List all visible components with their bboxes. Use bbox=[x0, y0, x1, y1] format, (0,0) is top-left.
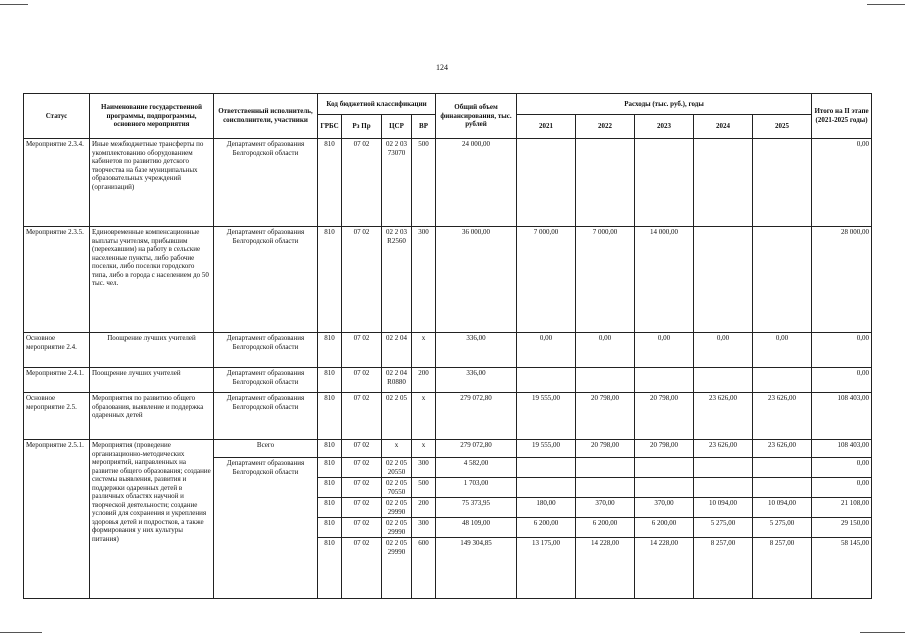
header-year: 2024 bbox=[694, 115, 753, 139]
cell-grbs: 810 bbox=[318, 368, 342, 393]
cell-total-label: Всего bbox=[214, 440, 318, 458]
cell-stage-total: 29 150,00 bbox=[812, 518, 872, 538]
cell-name: Единовременные компенсационные выплаты учителям, прибывшим (переехавшим) на работу в сельские населенные пункты, либо рабочие поселки, либо поселки городского типа, либо в города с населением до 50 тыс. чел. bbox=[90, 227, 214, 333]
cell-2023 bbox=[635, 368, 694, 393]
table-row bbox=[24, 333, 872, 368]
cell-2021 bbox=[517, 368, 576, 393]
cell-status: Основное мероприятие 2.5. bbox=[24, 393, 90, 440]
cell-executor: Департамент образования Белгородской области bbox=[214, 393, 318, 440]
cell-stage-total: 0,00 bbox=[812, 458, 872, 478]
financing-table bbox=[23, 93, 872, 599]
cell-2022: 370,00 bbox=[576, 498, 635, 518]
cell-grbs: 810 bbox=[318, 498, 342, 518]
cell-2024: 10 094,00 bbox=[694, 498, 753, 518]
cell-2022 bbox=[576, 458, 635, 478]
cell-rz-pr: 07 02 bbox=[342, 139, 382, 227]
cell-2023: 20 798,00 bbox=[635, 440, 694, 458]
cell-csr: 02 2 05 29990 bbox=[382, 498, 412, 518]
cell-csr: 02 2 05 70550 bbox=[382, 478, 412, 498]
cell-rz-pr: 07 02 bbox=[342, 498, 382, 518]
cell-2021: 180,00 bbox=[517, 498, 576, 518]
cell-total: 1 703,00 bbox=[436, 478, 517, 498]
cell-status: Основное мероприятие 2.4. bbox=[24, 333, 90, 368]
cell-2021: 19 555,00 bbox=[517, 440, 576, 458]
cell-rz-pr: 07 02 bbox=[342, 333, 382, 368]
cell-csr: 02 2 04 R0880 bbox=[382, 368, 412, 393]
cell-csr: 02 2 03 73070 bbox=[382, 139, 412, 227]
cell-stage-total: 108 403,00 bbox=[812, 440, 872, 458]
cell-vr: 300 bbox=[412, 458, 436, 478]
cell-executor: Департамент образования Белгородской области bbox=[214, 458, 318, 599]
cell-2021: 0,00 bbox=[517, 333, 576, 368]
cell-grbs: 810 bbox=[318, 458, 342, 478]
cell-2021: 6 200,00 bbox=[517, 518, 576, 538]
cell-vr: х bbox=[412, 393, 436, 440]
cell-grbs: 810 bbox=[318, 440, 342, 458]
cell-2022: 20 798,00 bbox=[576, 440, 635, 458]
cell-vr: х bbox=[412, 333, 436, 368]
header-expenses: Расходы (тыс. руб.), годы bbox=[517, 94, 812, 115]
cell-2023: 14 000,00 bbox=[635, 227, 694, 333]
cell-2024: 23 626,00 bbox=[694, 393, 753, 440]
cell-2024 bbox=[694, 227, 753, 333]
header-total: Общий объем финансирования, тыс. рублей bbox=[436, 94, 517, 139]
cell-vr: 200 bbox=[412, 368, 436, 393]
cell-vr: 200 bbox=[412, 498, 436, 518]
cell-total: 336,00 bbox=[436, 333, 517, 368]
cell-executor: Департамент образования Белгородской области bbox=[214, 368, 318, 393]
cell-grbs: 810 bbox=[318, 333, 342, 368]
cell-2022: 20 798,00 bbox=[576, 393, 635, 440]
header-vr: ВР bbox=[412, 115, 436, 139]
cell-stage-total: 21 108,00 bbox=[812, 498, 872, 518]
cell-name: Иные межбюджетные трансферты по укомплектованию оборудованием кабинетов по развитию детского творчества на базе муниципальных образовательных учреждений (организаций) bbox=[90, 139, 214, 227]
cell-executor: Департамент образования Белгородской области bbox=[214, 139, 318, 227]
cell-stage-total: 0,00 bbox=[812, 139, 872, 227]
cell-2025: 8 257,00 bbox=[753, 538, 812, 599]
cell-stage-total: 58 145,00 bbox=[812, 538, 872, 599]
cell-csr: 02 2 05 29990 bbox=[382, 518, 412, 538]
cell-2025: 23 626,00 bbox=[753, 393, 812, 440]
header-year: 2023 bbox=[635, 115, 694, 139]
cell-vr: 500 bbox=[412, 478, 436, 498]
cell-total: 48 109,00 bbox=[436, 518, 517, 538]
cell-rz-pr: 07 02 bbox=[342, 440, 382, 458]
header-budget-code: Код бюджетной классификации bbox=[318, 94, 436, 115]
page-number: 124 bbox=[436, 63, 448, 72]
cell-vr: 600 bbox=[412, 538, 436, 599]
cell-vr: 300 bbox=[412, 227, 436, 333]
cell-2024 bbox=[694, 368, 753, 393]
cell-2025: 10 094,00 bbox=[753, 498, 812, 518]
cell-total: 75 373,95 bbox=[436, 498, 517, 518]
cell-2021: 7 000,00 bbox=[517, 227, 576, 333]
table-row bbox=[24, 440, 872, 458]
cell-2022 bbox=[576, 478, 635, 498]
cell-2023 bbox=[635, 478, 694, 498]
table-row bbox=[24, 393, 872, 440]
scan-edge-mark bbox=[0, 4, 28, 5]
cell-total: 36 000,00 bbox=[436, 227, 517, 333]
header-name: Наименование государственной программы, подпрограммы, основного мероприятия bbox=[90, 94, 214, 139]
cell-grbs: 810 bbox=[318, 227, 342, 333]
cell-2023: 14 228,00 bbox=[635, 538, 694, 599]
header-year: 2025 bbox=[753, 115, 812, 139]
header-year: 2022 bbox=[576, 115, 635, 139]
cell-grbs: 810 bbox=[318, 518, 342, 538]
cell-2024: 8 257,00 bbox=[694, 538, 753, 599]
cell-name: Мероприятия по развитию общего образования, выявление и поддержка одаренных детей bbox=[90, 393, 214, 440]
header-executor: Ответственный исполнитель, соисполнители, участники bbox=[214, 94, 318, 139]
cell-csr: 02 2 05 20550 bbox=[382, 458, 412, 478]
scan-edge-mark bbox=[0, 632, 42, 633]
cell-rz-pr: 07 02 bbox=[342, 368, 382, 393]
cell-2023 bbox=[635, 139, 694, 227]
cell-2025 bbox=[753, 227, 812, 333]
cell-executor: Департамент образования Белгородской области bbox=[214, 227, 318, 333]
cell-rz-pr: 07 02 bbox=[342, 458, 382, 478]
cell-2023: 370,00 bbox=[635, 498, 694, 518]
header-rz-pr: Рз Пр bbox=[342, 115, 382, 139]
cell-status: Мероприятие 2.5.1. bbox=[24, 440, 90, 599]
cell-2021 bbox=[517, 139, 576, 227]
cell-total: 4 582,00 bbox=[436, 458, 517, 478]
header-status: Статус bbox=[24, 94, 90, 139]
cell-total: 279 072,80 bbox=[436, 393, 517, 440]
cell-2024: 5 275,00 bbox=[694, 518, 753, 538]
cell-vr: 500 bbox=[412, 139, 436, 227]
cell-status: Мероприятие 2.3.4. bbox=[24, 139, 90, 227]
cell-rz-pr: 07 02 bbox=[342, 227, 382, 333]
cell-grbs: 810 bbox=[318, 478, 342, 498]
table-row bbox=[24, 227, 872, 333]
table-row bbox=[24, 139, 872, 227]
cell-grbs: 810 bbox=[318, 538, 342, 599]
cell-2025: 5 275,00 bbox=[753, 518, 812, 538]
cell-status: Мероприятие 2.3.5. bbox=[24, 227, 90, 333]
cell-2022: 14 228,00 bbox=[576, 538, 635, 599]
cell-vr: 300 bbox=[412, 518, 436, 538]
cell-2023 bbox=[635, 458, 694, 478]
cell-2022: 7 000,00 bbox=[576, 227, 635, 333]
cell-vr: х bbox=[412, 440, 436, 458]
cell-executor: Департамент образования Белгородской области bbox=[214, 333, 318, 368]
cell-total: 279 072,80 bbox=[436, 440, 517, 458]
cell-2022 bbox=[576, 368, 635, 393]
cell-rz-pr: 07 02 bbox=[342, 393, 382, 440]
cell-rz-pr: 07 02 bbox=[342, 538, 382, 599]
cell-2024 bbox=[694, 139, 753, 227]
header-stage-total: Итого на II этапе (2021-2025 годы) bbox=[812, 94, 872, 139]
cell-stage-total: 0,00 bbox=[812, 478, 872, 498]
cell-2025: 0,00 bbox=[753, 333, 812, 368]
cell-2024: 23 626,00 bbox=[694, 440, 753, 458]
cell-2025 bbox=[753, 368, 812, 393]
cell-2021 bbox=[517, 478, 576, 498]
cell-total: 336,00 bbox=[436, 368, 517, 393]
cell-grbs: 810 bbox=[318, 393, 342, 440]
cell-2025: 23 626,00 bbox=[753, 440, 812, 458]
cell-name: Поощрение лучших учителей bbox=[90, 368, 214, 393]
cell-stage-total: 0,00 bbox=[812, 368, 872, 393]
header-csr: ЦСР bbox=[382, 115, 412, 139]
cell-total: 149 304,85 bbox=[436, 538, 517, 599]
cell-2021: 19 555,00 bbox=[517, 393, 576, 440]
cell-stage-total: 28 000,00 bbox=[812, 227, 872, 333]
table-row bbox=[24, 368, 872, 393]
cell-2023: 6 200,00 bbox=[635, 518, 694, 538]
cell-2022: 0,00 bbox=[576, 333, 635, 368]
cell-2025 bbox=[753, 458, 812, 478]
header-grbs: ГРБС bbox=[318, 115, 342, 139]
cell-2023: 20 798,00 bbox=[635, 393, 694, 440]
cell-2025 bbox=[753, 478, 812, 498]
header-year: 2021 bbox=[517, 115, 576, 139]
cell-2022: 6 200,00 bbox=[576, 518, 635, 538]
cell-csr: 02 2 05 bbox=[382, 393, 412, 440]
cell-2024: 0,00 bbox=[694, 333, 753, 368]
cell-name: Мероприятия (проведение организационно-методических мероприятий, направленных на развитие общего образования; создание системы выявления, развития и поддержки одаренных детей в различных областях научной и творческой деятельности; создание условий для сохранения и укрепления здоровья детей и подростков, а также формирования у них культуры питания) bbox=[90, 440, 214, 599]
cell-2021: 13 175,00 bbox=[517, 538, 576, 599]
cell-name: Поощрение лучших учителей bbox=[90, 333, 214, 368]
cell-grbs: 810 bbox=[318, 139, 342, 227]
cell-stage-total: 108 403,00 bbox=[812, 393, 872, 440]
cell-2024 bbox=[694, 458, 753, 478]
cell-2024 bbox=[694, 478, 753, 498]
cell-rz-pr: 07 02 bbox=[342, 478, 382, 498]
cell-2025 bbox=[753, 139, 812, 227]
scan-edge-mark bbox=[867, 4, 905, 5]
cell-2023: 0,00 bbox=[635, 333, 694, 368]
scan-edge-mark bbox=[860, 632, 905, 633]
cell-csr: х bbox=[382, 440, 412, 458]
cell-rz-pr: 07 02 bbox=[342, 518, 382, 538]
cell-status: Мероприятие 2.4.1. bbox=[24, 368, 90, 393]
cell-2022 bbox=[576, 139, 635, 227]
cell-stage-total: 0,00 bbox=[812, 333, 872, 368]
cell-csr: 02 2 05 29990 bbox=[382, 538, 412, 599]
cell-2021 bbox=[517, 458, 576, 478]
cell-csr: 02 2 04 bbox=[382, 333, 412, 368]
cell-csr: 02 2 03 R2560 bbox=[382, 227, 412, 333]
cell-total: 24 000,00 bbox=[436, 139, 517, 227]
